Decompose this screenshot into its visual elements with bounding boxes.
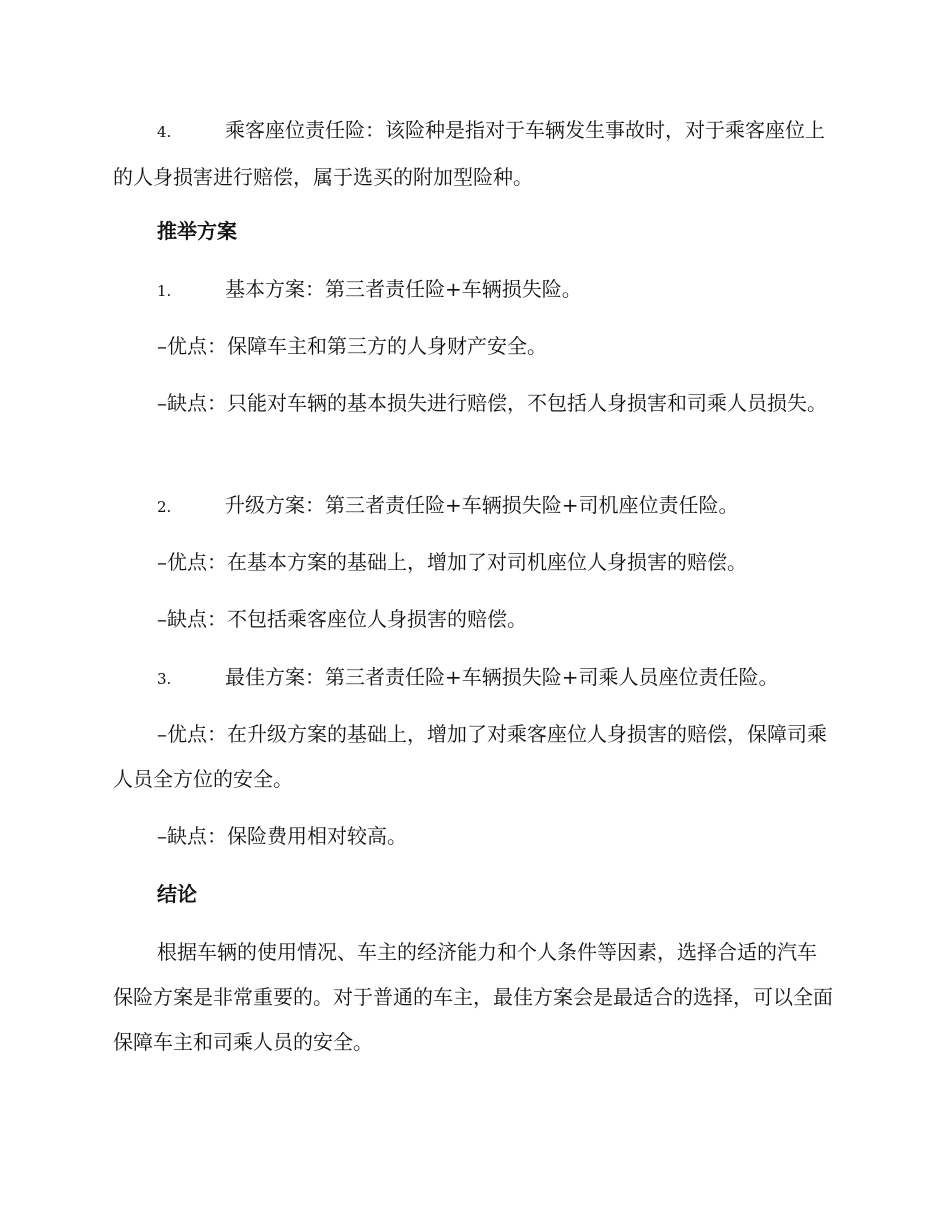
list-number: 1. <box>157 282 172 300</box>
plan-text: 基本方案：第三者责任险+车辆损失险。 <box>225 277 582 301</box>
list-number: 4. <box>157 123 172 141</box>
conclusion-paragraph: 根据车辆的使用情况、车主的经济能力和个人条件等因素，选择合适的汽车保险方案是非常重要的。对于普通的车主，最佳方案会是最适合的选择，可以全面保障车主和司乘人员的安全。 <box>113 940 833 1054</box>
plan-1 <box>113 267 835 314</box>
list-item-4 <box>113 108 835 200</box>
plan-text: 最佳方案：第三者责任险+车辆损失险+司乘人员座位责任险。 <box>225 665 779 689</box>
list-number: 3. <box>157 670 172 688</box>
list-item-text: 乘客座位责任险：该险种是指对于车辆发生事故时，对于乘客座位上的人身损害进行赔偿，属于选买的附加型险种。 <box>113 118 825 189</box>
section-heading-conclusion: 结论 <box>157 882 197 906</box>
plan-2-pro: –优点：在基本方案的基础上，增加了对司机座位人身损害的赔偿。 <box>157 550 747 574</box>
plan-3 <box>113 655 835 702</box>
plan-2 <box>113 483 835 530</box>
plan-3-pro: –优点：在升级方案的基础上，增加了对乘客座位人身损害的赔偿，保障司乘人员全方位的安全。 <box>113 722 827 791</box>
plan-2-con: –缺点：不包括乘客座位人身损害的赔偿。 <box>157 607 527 631</box>
plan-text: 升级方案：第三者责任险+车辆损失险+司机座位责任险。 <box>225 493 739 517</box>
list-number: 2. <box>157 498 172 516</box>
plan-3-con: –缺点：保险费用相对较高。 <box>157 824 407 848</box>
plan-1-pro: –优点：保障车主和第三方的人身财产安全。 <box>157 334 547 358</box>
plan-1-con: –缺点：只能对车辆的基本损失进行赔偿，不包括人身损害和司乘人员损失。 <box>157 391 827 415</box>
section-heading-recommend: 推举方案 <box>157 219 237 243</box>
